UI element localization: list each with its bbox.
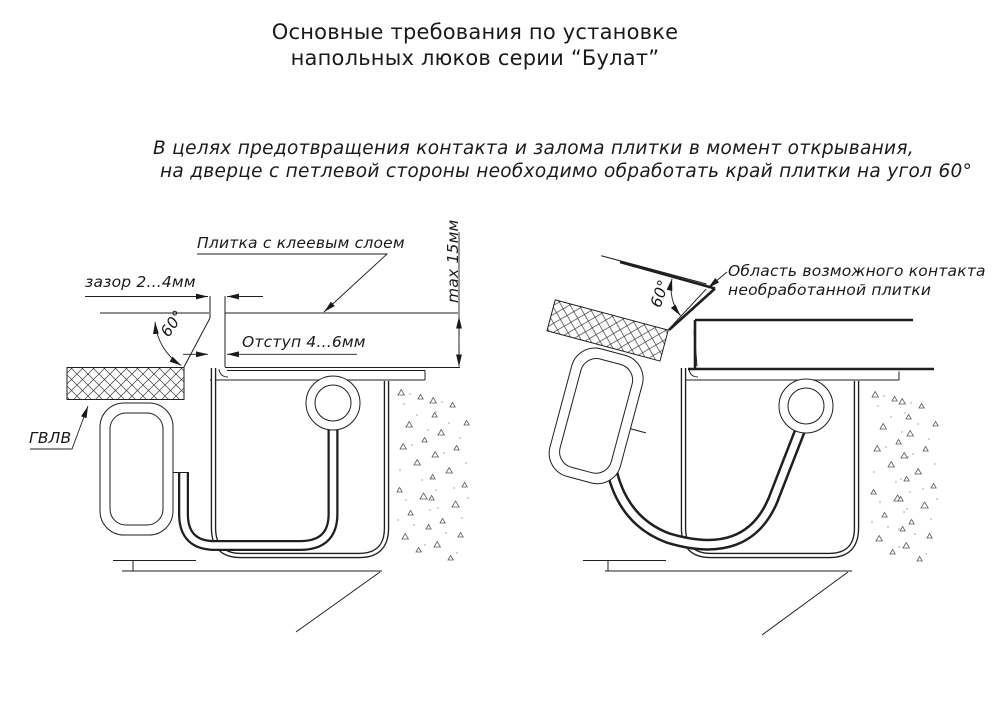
label-max-height: max 15мм bbox=[444, 219, 462, 303]
frame-lip bbox=[219, 369, 228, 377]
label-contact-line1: Область возможного контакта bbox=[728, 262, 986, 280]
label-tile-adhesive: Плитка с клеевым слоем bbox=[197, 234, 405, 252]
section-break-line bbox=[296, 572, 380, 632]
section-break-line bbox=[762, 572, 848, 635]
door-assembly-open bbox=[512, 247, 708, 498]
note-line1: В целях предотвращения контакта и залома плитки в момент открывания, bbox=[153, 138, 914, 159]
sheet-title-line2: напольных люков серии “Булат” bbox=[290, 46, 660, 70]
label-contact-line2: необработанной плитки bbox=[728, 281, 932, 299]
label-angle-right: 60° bbox=[647, 277, 674, 310]
door-hinge-channel bbox=[184, 406, 334, 546]
note-line2: на дверце с петлевой стороны необходимо обработать край плитки на угол 60° bbox=[160, 161, 973, 182]
label-offset: Отступ 4...6мм bbox=[242, 333, 366, 351]
frame-channel bbox=[214, 368, 387, 556]
door-hinge-channel-open bbox=[610, 428, 801, 545]
left-drawing-closed-hatch bbox=[30, 232, 469, 632]
hinge-pin-inner bbox=[315, 385, 351, 421]
label-angle-left: 60° bbox=[157, 306, 188, 341]
right-drawing-open-hatch bbox=[512, 247, 938, 635]
contact-leader bbox=[708, 272, 727, 288]
hinge-pin-inner bbox=[788, 388, 824, 424]
label-gap: зазор 2...4мм bbox=[85, 273, 196, 291]
sheet-title-line1: Основные требования по установке bbox=[271, 20, 679, 44]
label-gvl: ГВЛВ bbox=[29, 429, 72, 447]
